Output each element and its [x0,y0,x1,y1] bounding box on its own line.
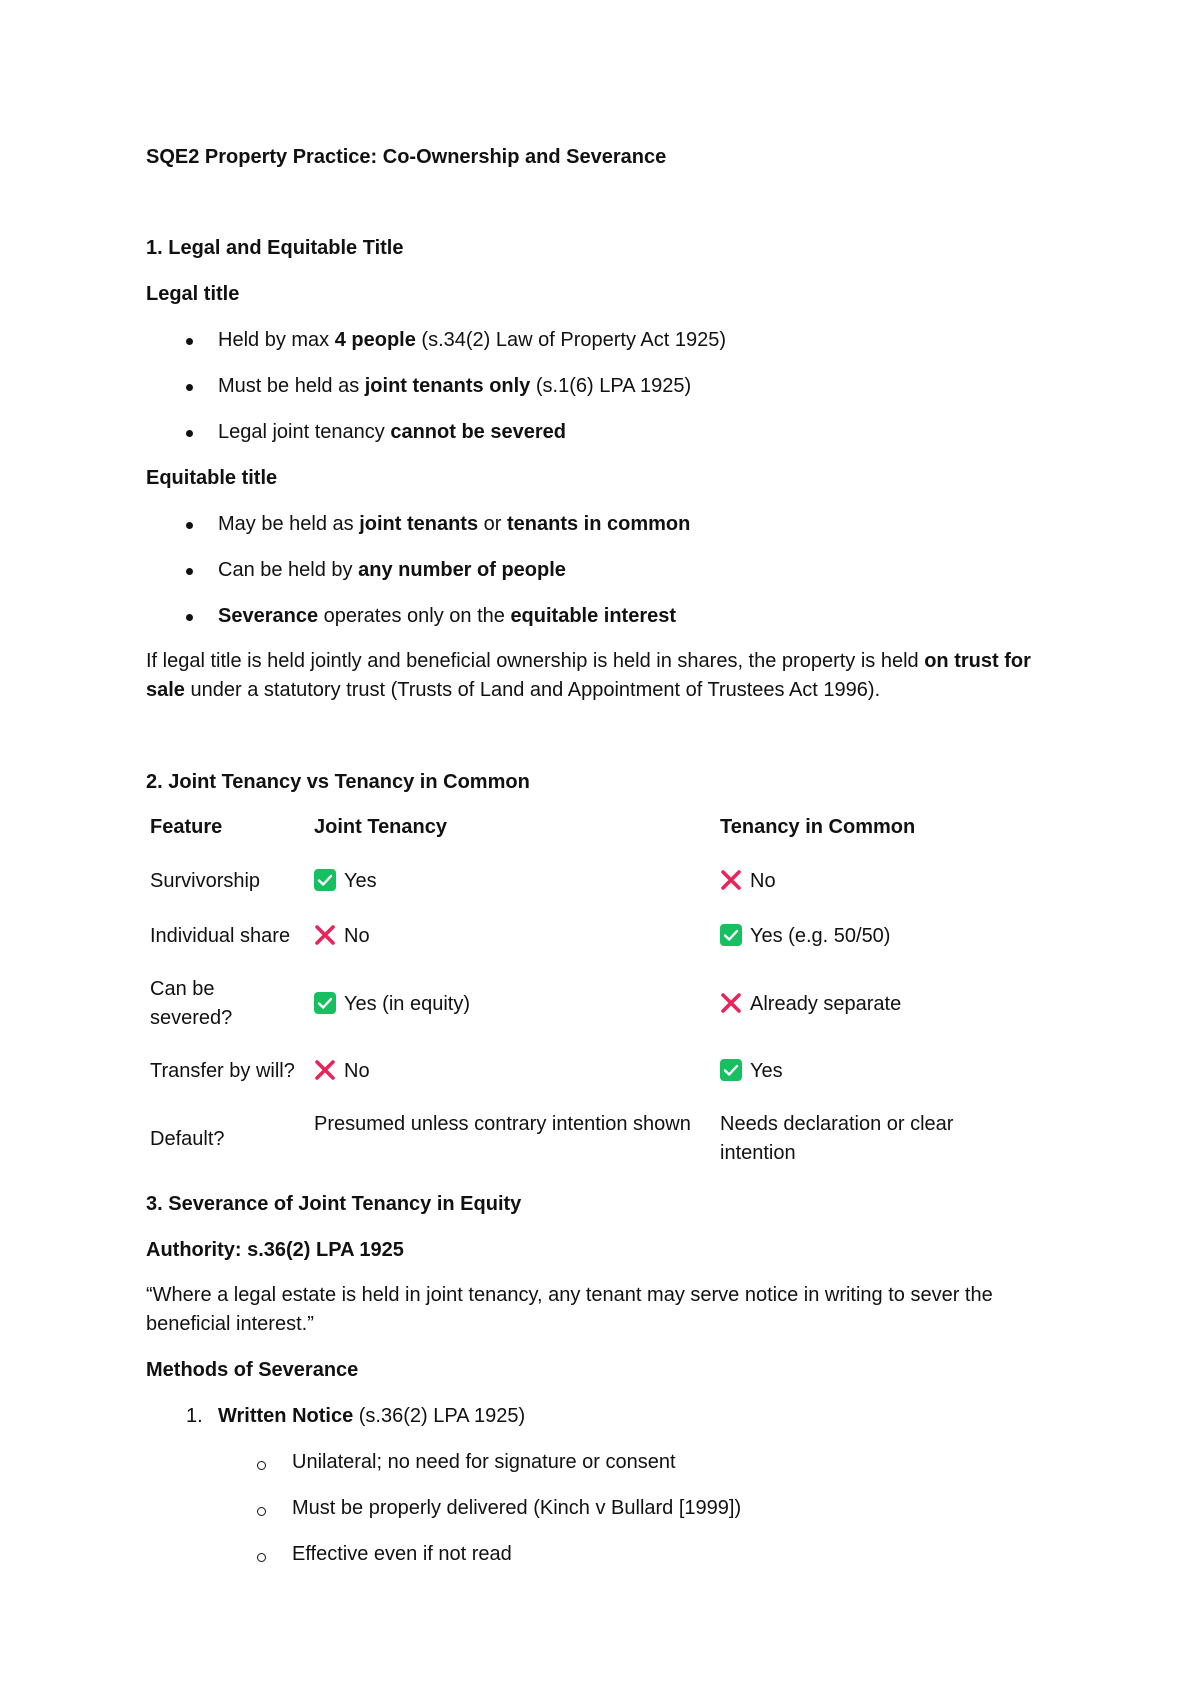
table-cell-joint: No [314,922,370,951]
column-header: Joint Tenancy [314,816,447,838]
bullet-icon [186,338,193,345]
table-cell-common: Already separate [720,990,901,1019]
equitable-title-heading: Equitable title [146,467,278,489]
check-icon [314,992,336,1014]
cross-icon [720,992,742,1014]
column-header: Tenancy in Common [720,816,916,838]
table-cell-feature: Individual share [150,925,291,947]
table-cell-joint: No [314,1057,370,1086]
section-1-heading: 1. Legal and Equitable Title [146,237,404,259]
table-cell-feature: Can be severed? [150,978,233,1029]
table-cell-common: Yes (e.g. 50/50) [720,922,890,951]
cross-icon [314,924,336,946]
cross-icon [314,1059,336,1081]
table-cell-feature: Transfer by will? [150,1060,295,1082]
trust-paragraph: If legal title is held jointly and beneficial ownership is held in shares, the property is held on trust for sale under a statutory trust (Trusts of Land and Appointment of Trustees Act 1996). [146,650,1031,701]
circle-bullet-icon [257,1507,266,1516]
legal-title-heading: Legal title [146,283,240,305]
statute-quote: “Where a legal estate is held in joint tenancy, any tenant may serve notice in writing to sever the beneficial interest.” [146,1284,993,1335]
section-3-heading: 3. Severance of Joint Tenancy in Equity [146,1193,522,1215]
table-cell-common: Needs declaration or clear intention [720,1113,954,1164]
table-cell-feature: Default? [150,1128,225,1150]
table-cell-joint: Presumed unless contrary intention shown [314,1113,691,1135]
bullet-icon [186,430,193,437]
check-icon [314,869,336,891]
authority-heading: Authority: s.36(2) LPA 1925 [146,1239,404,1261]
table-cell-common: No [720,867,776,896]
table-cell-common: Yes [720,1057,783,1086]
column-header: Feature [150,816,223,838]
methods-heading: Methods of Severance [146,1359,359,1381]
bullet-icon [186,568,193,575]
table-cell-joint: Yes [314,867,377,896]
circle-bullet-icon [257,1461,266,1470]
table-cell-joint: Yes (in equity) [314,990,470,1019]
circle-bullet-icon [257,1553,266,1562]
document-page: SQE2 Property Practice: Co-Ownership and Severance 1. Legal and Equitable Title Legal title Held by max 4 people (s.34(2) Law of Property Act 1925) Must be held as joint tenants only (s.1(6) LPA 1925) Legal joint tenancy cannot be severed Equitable title May be held as joint tenants or tenants in common Can be held by any number of people Severance operates only on the equitable interest If legal title is held jointly and beneficial ownership is held in shares, the property is held on trust for sale under a statutory trust (Trusts of Land and Appointment of Trustees Act 1996). 2. Joint Tenancy vs Tenancy in Common Feature Joint Tenancy Tenancy in Common Survivorship Yes No Individual share No Yes (e.g. 50/50) Can be severed? Yes (in equity) Already separate Transfer by will? No Yes Default? Presumed unless contrary intention shown Needs declaration or clear intention 3. Severance of Joint Tenancy in Equity Authority: s.36(2) LPA 1925 “Where a legal estate is held in joint tenancy, any tenant may serve notice in writing to sever the beneficial interest.” Methods of Severance 1. Written Notice (s.36(2) LPA 1925) Unilateral; no need for signature or consent Must be properly delivered (Kinch v Bullard [1999]) Effective even if not read [0,0,1200,1696]
check-icon [720,1059,742,1081]
bullet-icon [186,384,193,391]
check-icon [720,924,742,946]
document-title: SQE2 Property Practice: Co-Ownership and Severance [146,146,667,168]
bullet-icon [186,522,193,529]
cross-icon [720,869,742,891]
section-2-heading: 2. Joint Tenancy vs Tenancy in Common [146,771,530,793]
table-cell-feature: Survivorship [150,870,261,892]
bullet-icon [186,614,193,621]
